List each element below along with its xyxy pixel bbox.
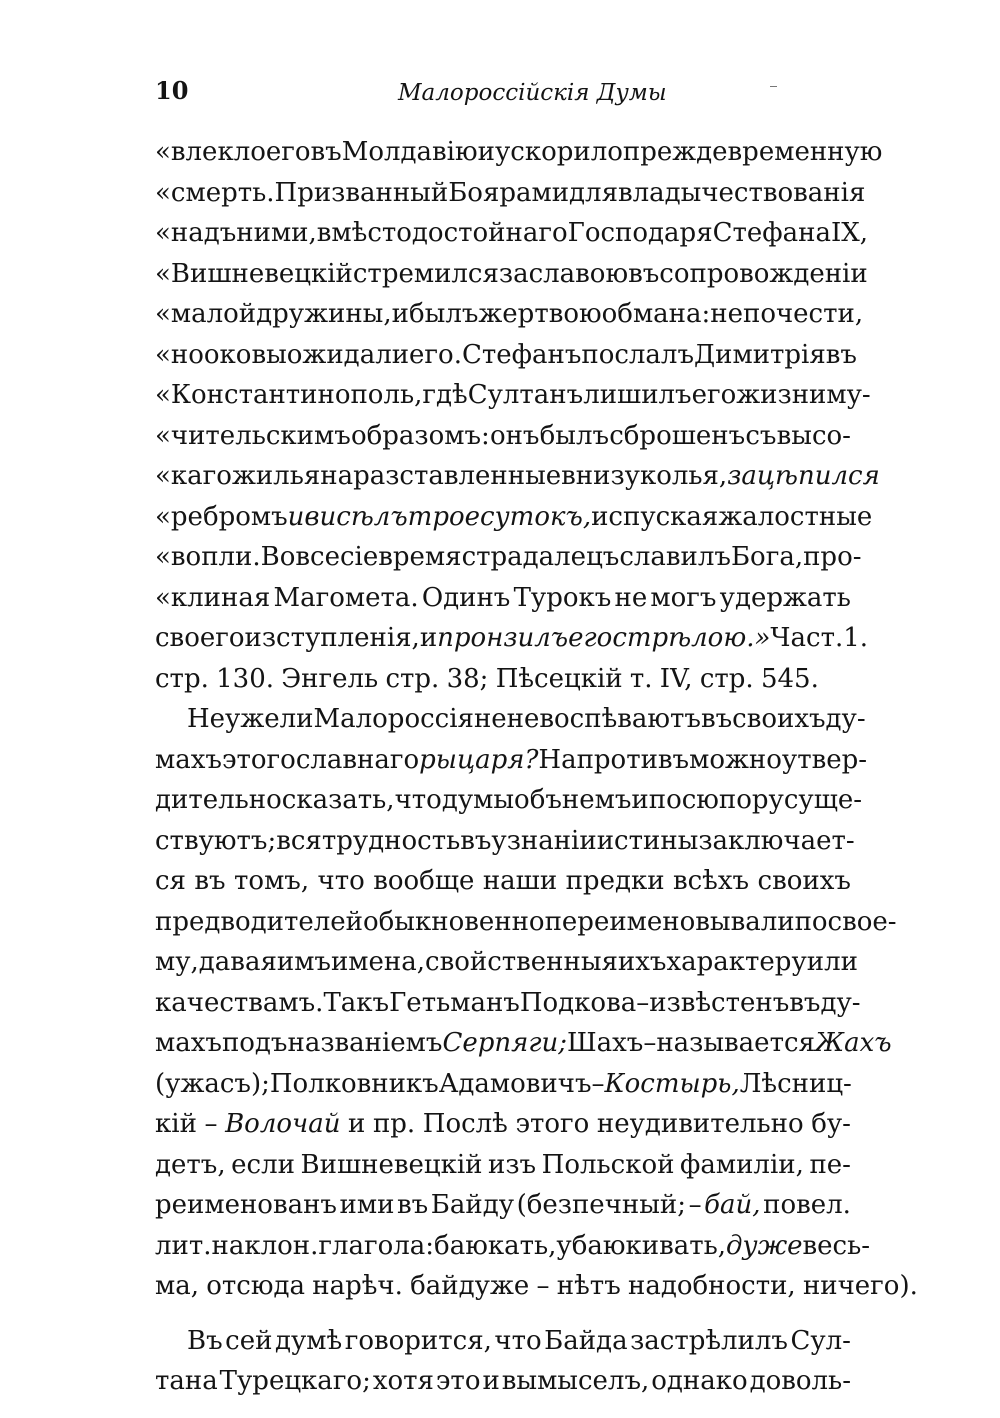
word: переименовывали: [544, 906, 795, 937]
word: его: [265, 137, 311, 167]
word: ихъ: [617, 947, 667, 977]
word: качествамъ.: [155, 987, 324, 1018]
word: висѣлъ: [304, 501, 408, 532]
word: своихъ: [757, 866, 851, 896]
word: –: [688, 1190, 702, 1220]
word: высо-: [776, 420, 851, 451]
word: страдалецъ: [461, 542, 620, 572]
word: что: [317, 866, 365, 896]
word: –: [643, 1028, 657, 1058]
word: Молдавію: [341, 137, 478, 167]
word: ускорило: [494, 137, 623, 167]
word: Адамовичъ: [438, 1068, 592, 1099]
word: въ: [194, 866, 226, 896]
text-line: [155, 1145, 851, 1186]
word: жертвою: [478, 299, 602, 329]
word: и: [631, 785, 649, 815]
word: названіемъ: [287, 1028, 443, 1058]
word: изступленія,: [244, 623, 420, 653]
word: ма,: [155, 1271, 199, 1301]
word: послалъ: [581, 339, 694, 370]
word: рыцаря?: [419, 744, 539, 775]
word: въ: [310, 137, 342, 167]
word: колья,: [639, 461, 728, 491]
word: наши: [482, 866, 558, 896]
word: имъ: [276, 947, 331, 977]
word: своего: [155, 623, 245, 653]
word: и: [482, 1366, 500, 1396]
word: на: [320, 461, 354, 491]
word: махъ: [155, 744, 222, 775]
word: «влекло: [155, 137, 266, 167]
word: или: [806, 947, 858, 977]
word: надобности,: [628, 1271, 796, 1301]
word: Сул-: [790, 1325, 851, 1356]
word: подъ: [221, 1028, 288, 1058]
word: стремился: [352, 258, 499, 289]
word: «Константинополь,: [155, 380, 423, 410]
text-line: [155, 699, 866, 740]
word: –: [591, 1068, 605, 1099]
word: предводителей: [155, 906, 363, 937]
text-line: [155, 132, 883, 173]
word: Малороссіяне: [313, 704, 507, 734]
text-line: [155, 537, 862, 578]
text-line: [155, 335, 857, 376]
word: заключает-: [698, 825, 855, 856]
word: повел.: [763, 1190, 851, 1220]
word: Напротивъ: [538, 744, 690, 775]
word: (ужасъ);: [155, 1068, 270, 1099]
word: тана: [155, 1366, 218, 1396]
text-line: [155, 780, 863, 821]
word: сопровожденіи: [659, 258, 868, 289]
word: застрѣлилъ: [630, 1325, 788, 1356]
body-text: [155, 132, 918, 1402]
word: обыкновенно: [363, 906, 545, 937]
text-line: [155, 1064, 851, 1105]
word: можно: [689, 744, 782, 775]
word: «вопли.: [155, 542, 261, 572]
text-line: [155, 942, 858, 983]
word: пр.: [372, 1109, 416, 1139]
word: трое: [407, 501, 481, 532]
word: жалостные: [718, 501, 873, 532]
word: дительно: [155, 785, 282, 815]
word: удержать: [719, 582, 851, 613]
word: съ: [745, 420, 777, 451]
word: –: [536, 1271, 550, 1301]
text-line: [155, 740, 868, 781]
word: ними,: [236, 218, 317, 248]
word: Гетьманъ: [389, 987, 520, 1018]
word: въ: [628, 258, 660, 289]
word: его.: [409, 339, 462, 370]
word: томъ,: [234, 866, 310, 896]
word: въ: [825, 339, 857, 370]
word: реименованъ: [155, 1190, 337, 1220]
word: ожидали: [286, 339, 410, 370]
word: характеру: [666, 947, 807, 977]
word: махъ: [155, 1028, 222, 1058]
word: сказать,: [281, 785, 395, 815]
word: за: [498, 258, 529, 289]
word: былъ: [539, 420, 610, 451]
word: Турецкаго;: [219, 1366, 371, 1396]
word: испуская: [591, 501, 719, 532]
word: славнаго: [295, 744, 420, 775]
word: отсюда: [206, 1271, 306, 1301]
word: «чительскимъ: [155, 420, 351, 451]
page-number: 10: [155, 76, 189, 105]
word: истины: [596, 825, 699, 856]
word: Господаря: [567, 218, 713, 248]
word: (безпечный;: [516, 1190, 686, 1220]
word: стрѣлою.»: [612, 623, 771, 653]
word: пору: [718, 785, 784, 815]
text-line: [155, 294, 864, 335]
word: этого: [221, 744, 296, 775]
word: Во: [260, 542, 296, 572]
word: Полковникъ: [269, 1068, 439, 1099]
word: фамиліи,: [680, 1149, 804, 1180]
word: дуже: [726, 1230, 803, 1261]
word: Неужели: [187, 704, 314, 734]
word: сю: [681, 785, 719, 815]
word: этого: [515, 1109, 590, 1139]
word: Бога,: [730, 542, 804, 572]
word: Волочай: [225, 1109, 341, 1139]
word: сутокъ,: [480, 501, 592, 532]
word: пе-: [809, 1149, 851, 1180]
word: владычествованія: [617, 177, 866, 208]
word: изъ: [488, 1149, 537, 1180]
word: дружины,: [256, 299, 392, 329]
word: Такъ: [323, 987, 390, 1018]
word: достойнаго: [411, 218, 568, 248]
word: говорится,: [344, 1325, 492, 1356]
text-line: [155, 1104, 851, 1145]
text-line: [155, 983, 861, 1024]
word: Шахъ: [566, 1028, 644, 1058]
word: славилъ: [619, 542, 731, 572]
word: могъ: [650, 582, 717, 613]
word: Част.: [770, 623, 844, 653]
word: ся: [155, 866, 186, 896]
text-line: [155, 497, 873, 538]
word: весь-: [802, 1230, 871, 1261]
word: Стефанъ: [461, 339, 582, 370]
word: въ: [700, 704, 733, 734]
word: Стефана: [712, 218, 831, 248]
word: Серпяги;: [442, 1028, 567, 1058]
word: объ: [514, 785, 562, 815]
text-line: [155, 173, 866, 214]
word: зацѣпился: [727, 461, 880, 491]
word: байдуже: [410, 1271, 530, 1301]
word: ду-: [820, 987, 861, 1018]
word: 38;: [446, 663, 489, 694]
word: былъ: [408, 299, 479, 329]
word: «но: [155, 339, 204, 370]
word: воспѣваютъ: [539, 704, 701, 734]
text-line: [155, 1361, 851, 1402]
word: сіе: [340, 542, 379, 572]
word: и: [287, 501, 305, 532]
word: вмѣсто: [316, 218, 412, 248]
word: «Вишневецкій: [155, 258, 353, 289]
word: «малой: [155, 299, 257, 329]
text-line: [155, 456, 880, 497]
word: и: [391, 299, 409, 329]
word: обмана:: [601, 299, 711, 329]
text-line: [155, 213, 868, 254]
word: доволь-: [749, 1366, 851, 1396]
word: «надъ: [155, 218, 237, 248]
word: время: [378, 542, 462, 572]
word: Костырь,: [604, 1068, 740, 1099]
word: Димитрія: [694, 339, 826, 370]
word: имена,: [330, 947, 426, 977]
word: свойственныя: [425, 947, 618, 977]
word: т.: [629, 663, 653, 694]
word: жизни: [736, 380, 827, 410]
word: гдѣ: [422, 380, 468, 410]
text-line: [155, 1185, 851, 1226]
word: извѣстенъ: [649, 987, 790, 1018]
word: ничего).: [802, 1271, 918, 1301]
word: все: [295, 542, 340, 572]
word: славою: [528, 258, 629, 289]
word: 130.: [216, 663, 275, 694]
word: разставленные: [353, 461, 562, 491]
word: пронзилъ: [437, 623, 569, 653]
text-line: [155, 578, 851, 619]
word: «клиная: [155, 582, 271, 613]
text-line: [155, 618, 869, 659]
text-line: [155, 1266, 918, 1307]
word: если: [231, 1149, 295, 1180]
word: му-: [826, 380, 871, 410]
word: его: [568, 623, 613, 653]
text-line: [155, 1226, 871, 1267]
text-line: [155, 861, 851, 902]
word: лишилъ: [583, 380, 692, 410]
word: глагола:: [318, 1230, 435, 1261]
text-line: [155, 1321, 851, 1362]
word: узнаніи: [491, 825, 597, 856]
word: не: [506, 704, 540, 734]
word: Султанъ: [467, 380, 584, 410]
word: немъ: [561, 785, 632, 815]
word: утвер-: [781, 744, 868, 775]
word: по: [794, 906, 828, 937]
word: IX,: [830, 218, 868, 248]
word: –: [636, 987, 650, 1018]
text-line: [155, 902, 897, 943]
word: Жахъ: [814, 1028, 892, 1058]
word: «ребромъ: [155, 501, 288, 532]
word: въ: [460, 825, 492, 856]
word: называется: [656, 1028, 815, 1058]
word: стр.: [155, 663, 209, 694]
word: про-: [803, 542, 862, 572]
word: 545.: [760, 663, 819, 694]
word: своихъ: [732, 704, 826, 734]
word: по: [648, 785, 682, 815]
word: это: [435, 1366, 481, 1396]
word: бу-: [811, 1109, 851, 1139]
print-mark: [770, 86, 777, 87]
word: –: [204, 1109, 218, 1139]
word: не: [710, 299, 743, 329]
word: хотя: [372, 1366, 434, 1396]
word: образомъ:: [350, 420, 490, 451]
word: Польской: [541, 1149, 675, 1180]
word: давая: [198, 947, 277, 977]
word: Одинъ: [421, 582, 511, 613]
word: преждевременную: [622, 137, 883, 167]
word: его: [691, 380, 737, 410]
word: наклон.: [211, 1230, 319, 1261]
text-line: [155, 254, 868, 295]
word: Энгель: [281, 663, 379, 694]
word: и: [348, 1109, 366, 1139]
text-line: [155, 1023, 892, 1064]
word: «каго: [155, 461, 232, 491]
word: однако: [651, 1366, 748, 1396]
word: не: [614, 582, 648, 613]
word: Боярами: [448, 177, 570, 208]
word: 1.: [843, 623, 869, 653]
word: всѣхъ: [672, 866, 750, 896]
word: му,: [155, 947, 199, 977]
word: Въ: [187, 1325, 223, 1356]
word: думѣ: [274, 1325, 343, 1356]
word: ду-: [825, 704, 866, 734]
word: лит.: [155, 1230, 212, 1261]
word: сброшенъ: [609, 420, 746, 451]
text-line: [155, 416, 851, 457]
word: Послѣ: [422, 1109, 508, 1139]
word: баюкать,: [434, 1230, 557, 1261]
word: внизу: [561, 461, 640, 491]
word: Байда: [544, 1325, 628, 1356]
word: Байду: [430, 1190, 515, 1220]
word: почести,: [742, 299, 864, 329]
word: стр.: [385, 663, 440, 694]
word: Вишневецкій: [300, 1149, 483, 1180]
word: ствуютъ;: [155, 825, 277, 856]
text-line: [155, 659, 851, 700]
word: предки: [565, 866, 665, 896]
word: «смерть.: [155, 177, 275, 208]
text-line: [155, 375, 871, 416]
word: Пѣсецкій: [495, 663, 623, 694]
text-line: [155, 821, 855, 862]
word: сей: [225, 1325, 273, 1356]
word: Подкова: [519, 987, 637, 1018]
word: Турокъ: [513, 582, 612, 613]
word: трудность: [321, 825, 461, 856]
word: нарѣч.: [312, 1271, 403, 1301]
word: IV,: [659, 663, 693, 694]
word: для: [569, 177, 618, 208]
word: вообще: [373, 866, 475, 896]
word: суще-: [783, 785, 863, 815]
word: Магомета.: [273, 582, 419, 613]
word: что: [494, 1325, 542, 1356]
word: и: [419, 623, 438, 653]
word: вымыселъ,: [501, 1366, 650, 1396]
word: жилья: [231, 461, 321, 491]
word: Призванный: [274, 177, 449, 208]
word: свое-: [827, 906, 897, 937]
word: вся: [276, 825, 322, 856]
word: неудивительно: [596, 1109, 804, 1139]
word: что: [394, 785, 442, 815]
word: думы: [441, 785, 515, 815]
running-title: Малороссійскія Думы: [398, 80, 667, 106]
word: и: [477, 137, 495, 167]
word: кій: [155, 1109, 197, 1139]
word: оковы: [203, 339, 287, 370]
word: онъ: [489, 420, 540, 451]
word: въ: [397, 1190, 429, 1220]
word: детъ,: [155, 1149, 226, 1180]
word: стр.: [699, 663, 754, 694]
word: нѣтъ: [556, 1271, 621, 1301]
word: бай,: [704, 1190, 761, 1220]
word: ими: [339, 1190, 395, 1220]
word: въ: [789, 987, 821, 1018]
word: убаюкивать,: [556, 1230, 727, 1261]
word: Лѣсниц-: [739, 1068, 852, 1099]
